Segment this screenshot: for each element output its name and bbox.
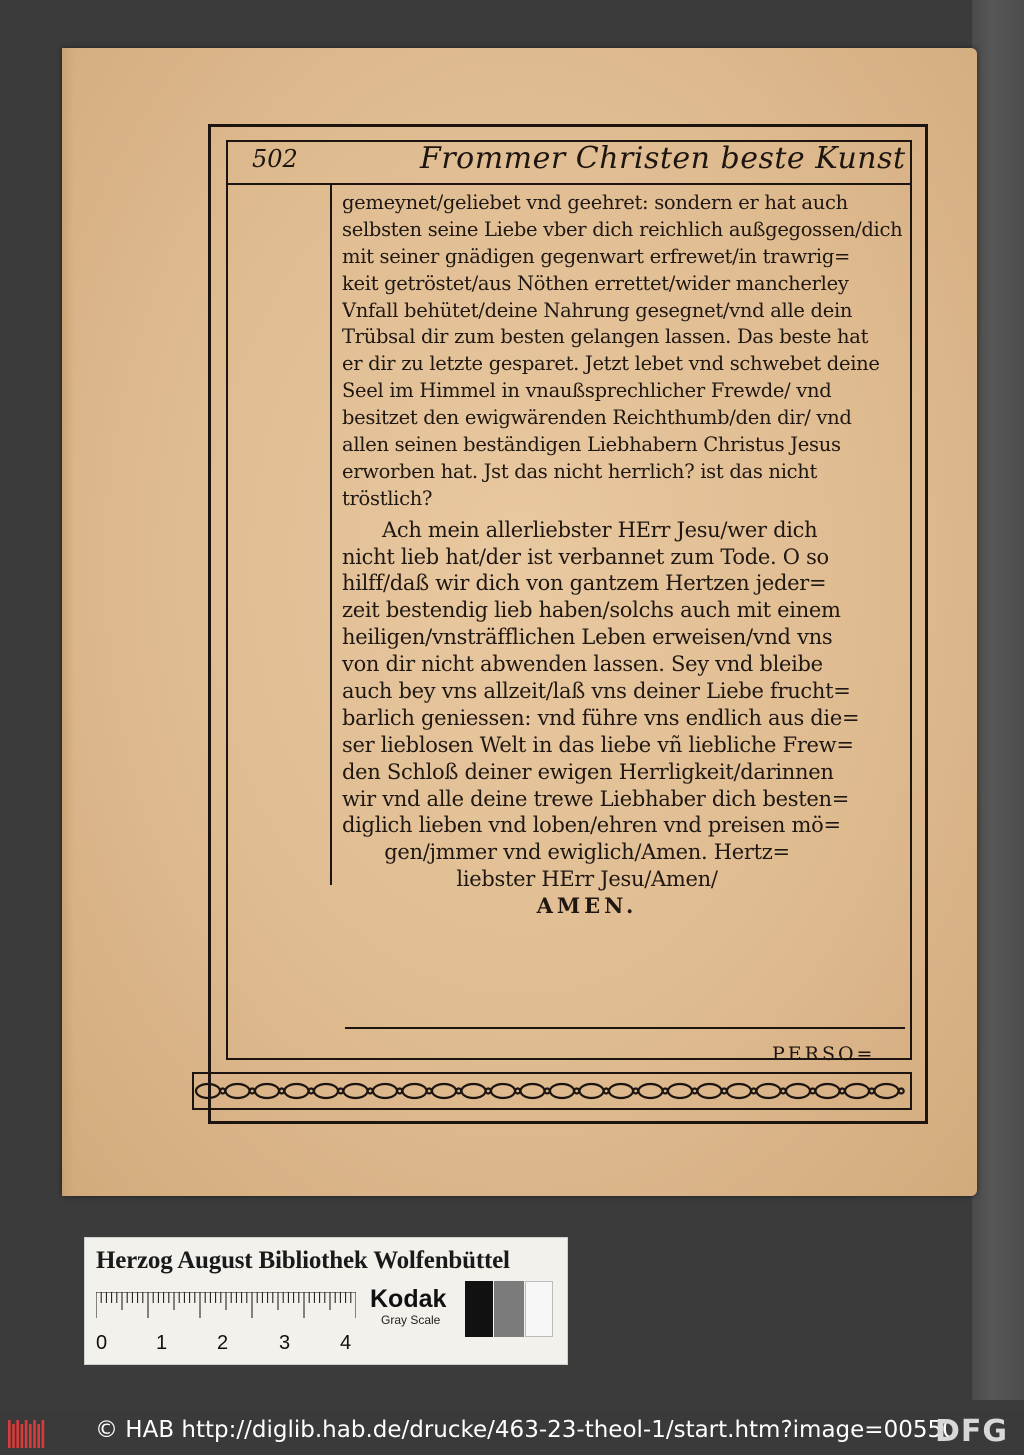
ruler-number: 0 xyxy=(96,1332,108,1354)
ruler-number: 4 xyxy=(340,1332,352,1354)
page-edge-shadow xyxy=(62,48,74,1196)
text-line: keit getröstet/aus Nöthen errettet/wider mancherley xyxy=(342,271,849,295)
text-line: heiligen/vnsträfflichen Leben erweisen/vnd vns xyxy=(342,625,833,650)
catchword: PERSO= xyxy=(772,1043,876,1065)
body-text xyxy=(342,190,902,920)
text-line: liebster HErr Jesu/Amen/ xyxy=(456,867,718,892)
text-line: erworben hat. Jst das nicht herrlich? ist das nicht xyxy=(342,459,818,483)
text-line: allen seinen beständigen Liebhabern Christus Jesus xyxy=(342,433,841,457)
footer-rule xyxy=(345,1027,905,1029)
text-line: selbsten seine Liebe vber dich reichlich außgegossen/dich xyxy=(342,217,902,241)
page-number: 502 xyxy=(252,145,298,173)
text-line: gen/jmmer vnd ewiglich/Amen. Hertz= xyxy=(384,840,790,865)
ruler-number: 2 xyxy=(217,1332,229,1354)
barcode-icon xyxy=(8,1420,46,1448)
text-line: auch bey vns allzeit/laß vns deiner Liebe frucht= xyxy=(342,679,851,704)
text-line: nicht lieb hat/der ist verbannet zum Tode. O so xyxy=(342,544,829,569)
paragraph-2 xyxy=(342,517,902,920)
gray-scale-label: Gray Scale xyxy=(381,1313,441,1327)
text-line: den Schloß deiner ewigen Herrligkeit/darinnen xyxy=(342,759,834,784)
text-line: ser lieblosen Welt in das liebe vñ liebliche Frew= xyxy=(342,732,854,757)
text-line: Seel im Himmel in vnaußsprechlicher Frewde/ vnd xyxy=(342,379,832,403)
scanner-glass-strip xyxy=(972,0,1024,1400)
swatch-white xyxy=(525,1281,553,1337)
kodak-brand: Kodak xyxy=(370,1285,447,1313)
text-line: gemeynet/geliebet vnd geehret: sondern er hat auch xyxy=(342,191,848,214)
text-line: Trübsal dir zum besten gelangen lassen. Das beste hat xyxy=(342,325,869,349)
text-line: er dir zu letzte gesparet. Jetzt lebet vnd schwebet deine xyxy=(342,352,880,376)
text-line: hilff/daß wir dich von gantzem Hertzen jeder= xyxy=(342,571,827,596)
text-line: tröstlich? xyxy=(342,486,433,510)
ornamental-border-strip xyxy=(192,1072,912,1110)
text-line: von dir nicht abwenden lassen. Sey vnd bleibe xyxy=(342,652,823,677)
running-head: Frommer Christen beste Kunst xyxy=(420,141,906,176)
library-name: Herzog August Bibliothek Wolfenbüttel xyxy=(96,1247,510,1274)
text-line: diglich lieben vnd loben/ehren vnd preisen mö= xyxy=(342,813,841,838)
ruler-number: 3 xyxy=(279,1332,291,1354)
ruler-number: 1 xyxy=(156,1332,168,1354)
margin-column-rule xyxy=(330,185,332,885)
text-line: wir vnd alle deine trewe Liebhaber dich besten= xyxy=(342,786,849,811)
swatch-black xyxy=(465,1281,493,1337)
closing-amen: AMEN. xyxy=(536,893,638,919)
text-line: barlich geniessen: vnd führe vns endlich aus die= xyxy=(342,705,860,730)
copyright-credit: © HAB http://diglib.hab.de/drucke/463-23-theol-1/start.htm?image=00550 xyxy=(95,1417,957,1443)
text-line: besitzet den ewigwärenden Reichthumb/den dir/ vnd xyxy=(342,406,852,430)
dfg-logo: DFG xyxy=(935,1414,1009,1449)
text-line: zeit bestendig lieb haben/solchs auch mit einem xyxy=(342,598,841,623)
swatch-gray xyxy=(494,1281,524,1337)
text-line: mit seiner gnädigen gegenwart erfrewet/in trawrig= xyxy=(342,244,851,268)
ruler-scale xyxy=(96,1292,356,1332)
paragraph-1 xyxy=(342,190,902,513)
text-line: Ach mein allerliebster HErr Jesu/wer dich xyxy=(382,517,818,542)
header-rule xyxy=(226,183,912,185)
text-line: Vnfall behütet/deine Nahrung gesegnet/vnd alle dein xyxy=(342,298,853,322)
